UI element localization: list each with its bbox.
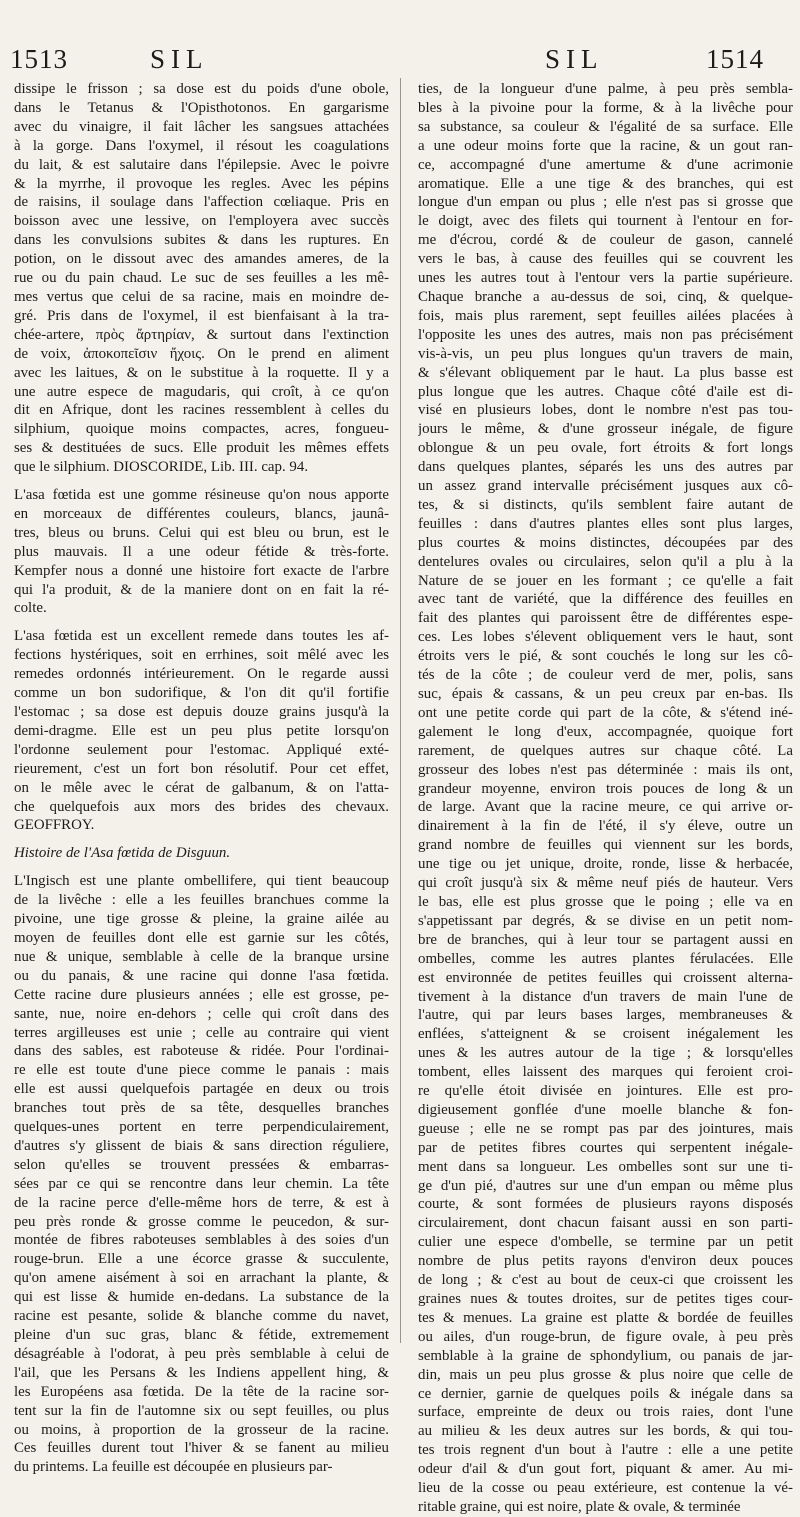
text-line: nombre de plus petits rayons d'environ deux pouces bbox=[418, 1253, 793, 1270]
text-line: Nature de se jouer en les formant ; ce qu'elle a fait bbox=[418, 572, 793, 589]
text-line: L'Ingisch est une plante ombellifere, qui tient beaucoup bbox=[14, 873, 389, 890]
text-line: tent sur la fin de l'automne six ou sept feuilles, ou plus bbox=[14, 1402, 389, 1419]
text-line: fois, mais plus rarement, sept feuilles ailées placées à bbox=[418, 307, 793, 324]
text-line: plus mauvais. Il a une odeur fétide & très-forte. bbox=[14, 543, 389, 560]
text-line: branches tout près de sa tête, desquelles branches bbox=[14, 1100, 389, 1117]
text-line: me d'écrou, cordé & de couleur de gason, cannelé bbox=[418, 232, 793, 249]
text-line: Cette racine dure plusieurs années ; elle est grosse, pe- bbox=[14, 986, 389, 1003]
text-line: & s'élevant obliquement par le haut. La plus basse est bbox=[418, 364, 793, 381]
text-line: Histoire de l'Asa fœtida de Disguun. bbox=[14, 845, 231, 862]
text-line: demi-dragme. Elle est un peu plus petite lorsqu'on bbox=[14, 722, 389, 739]
text-line: grosseur des lobes n'est pas déterminée : mais ils ont, bbox=[418, 761, 793, 778]
text-line: peu près ronde & grosse comme le peucedon, & sur- bbox=[14, 1213, 389, 1230]
text-line: chée-artere, πρὸς ἄρτηρίαν, & surtout dans l'extinction bbox=[14, 326, 389, 343]
text-line: s'appetissant par degrés, & se divise en un petit nom- bbox=[418, 912, 793, 929]
text-line: ou du panais, & une racine qui donne l'asa fœtida. bbox=[14, 967, 389, 984]
text-line: jours le même, & d'une grosseur inégale, de figure bbox=[418, 421, 793, 438]
text-line: tés de la côte ; de couleur verd de mer, polis, sans bbox=[418, 667, 793, 684]
text-line: du printems. La feuille est découpée en plusieurs par- bbox=[14, 1459, 333, 1476]
text-line: semblable à la graine de sphondylium, ou panais de jar- bbox=[418, 1347, 793, 1364]
paragraph-gap bbox=[14, 477, 389, 486]
text-line: un assez grand intervalle précisément jusques aux cô- bbox=[418, 478, 793, 495]
text-line: circulairement, dont chacun faisant aussi en son parti- bbox=[418, 1215, 793, 1232]
text-line: ties, de la longueur d'une palme, à peu près sembla- bbox=[418, 81, 793, 97]
left-running-head: SIL bbox=[150, 44, 209, 74]
text-line: quelques-unes portent en terre perpendiculairement, bbox=[14, 1119, 389, 1136]
text-line: colte. bbox=[14, 600, 47, 617]
text-line: que le silphium. DIOSCORIDE, Lib. III. cap. 94. bbox=[14, 459, 309, 476]
text-line: l'autre, qui par leurs bases larges, membraneuses & bbox=[418, 1007, 793, 1024]
text-line: qui croît jusqu'à six & même neuf piés de hauteur. Vers bbox=[418, 875, 793, 892]
text-line: re qu'elle étoit divisée en jointures. Elle est pro- bbox=[418, 1083, 793, 1100]
text-line: Chaque branche a au-dessus de soi, cinq, & quelque- bbox=[418, 288, 793, 305]
text-line: plus longue que les autres. Chaque côté d'aile est di- bbox=[418, 383, 793, 400]
text-line: une autre espece de magudaris, qui croît, à ce qu'on bbox=[14, 383, 389, 400]
text-line: rue ou du pain chaud. Le suc de ses feuilles a les mê- bbox=[14, 270, 389, 287]
text-line: digieusement gonflée d'une moelle blanche & fon- bbox=[418, 1101, 793, 1118]
right-running-head: SIL bbox=[545, 44, 604, 74]
text-line: bre de branches, qui à leur tour se partagent aussi en bbox=[418, 931, 793, 948]
text-line: grandeur moyenne, environ trois pouces de long & un bbox=[418, 780, 793, 797]
paragraph-gap bbox=[14, 618, 389, 627]
text-line: gueuse ; elle ne se rompt pas par des jointures, mais bbox=[418, 1120, 793, 1137]
text-line: est environnée de petites feuilles qui croissent alterna- bbox=[418, 969, 793, 986]
paragraph-gap bbox=[14, 835, 389, 844]
text-line: ce dernier, garnie de quelques poils & inégale dans sa bbox=[418, 1385, 793, 1402]
text-line: ge d'un pié, d'autres sur une d'un empan ou même plus bbox=[418, 1177, 793, 1194]
text-line: re elle est toute d'une piece comme le panais : mais bbox=[14, 1062, 389, 1079]
text-line: fait des plantes qui paroissent être de différentes espe- bbox=[418, 610, 793, 627]
text-line: comme un bon sudorifique, & l'on dit qu'il fortifie bbox=[14, 685, 389, 702]
text-line: tombent, elles laissent des marques qui feroient croi- bbox=[418, 1064, 793, 1081]
text-line: pleine d'un suc gras, blanc & fétide, extremement bbox=[14, 1327, 389, 1343]
text-line: tes, & si distincts, qu'ils semblent faire autant de bbox=[418, 496, 793, 513]
text-line: avec les laitues, & on le substitue à la roquette. Il y a bbox=[14, 364, 389, 381]
text-line: ont une petite corde qui part de la côte, & s'étend iné- bbox=[418, 704, 793, 721]
text-line: l'estomac ; sa dose est depuis douze grains jusqu'à la bbox=[14, 704, 389, 720]
text-line: dentelures ovales ou circulaires, selon qu'il a plu à la bbox=[418, 553, 793, 570]
text-line: rouge-brun. Elle a une écorce grasse & succulente, bbox=[14, 1251, 389, 1268]
text-line: terres argilleuses est unie ; celle au contraire qui vient bbox=[14, 1024, 389, 1041]
text-line: dinairement à la fin de l'été, il s'y éleve, outre un bbox=[418, 818, 793, 835]
text-line: enflées, s'atteignent & se croisent inégalement les bbox=[418, 1026, 793, 1043]
text-line: ou moins, à proportion de la grosseur de la racine. bbox=[14, 1421, 389, 1438]
text-line: culier une espece d'ombelle, se termine par un petit bbox=[418, 1234, 793, 1251]
text-line: grand nombre de feuilles qui viennent sur les bords, bbox=[418, 837, 793, 854]
text-line: désagréable à l'odorat, à peu près semblable à celui de bbox=[14, 1345, 389, 1362]
right-page-number: 1514 bbox=[706, 44, 764, 74]
text-line: le bas, elle est plus grosse que le poing ; elle va en bbox=[418, 893, 793, 910]
text-line: avec du vinaigre, il fait lâcher les sangsues attachées bbox=[14, 118, 389, 135]
text-line: & la myrrhe, il provoque les regles. Avec les pépins bbox=[14, 175, 389, 192]
text-line: graines nues & toutes droites, sur de petites tiges cour- bbox=[418, 1291, 793, 1307]
text-line: moyen de feuilles dont elle est garnie sur les côtés, bbox=[14, 929, 389, 946]
text-line: che quelquefois aux mors des brides des chevaux. bbox=[14, 798, 389, 815]
text-line: L'asa fœtida est un excellent remede dans toutes les af- bbox=[14, 628, 389, 645]
text-line: les Européens asa fœtida. De la tête de la racine sor- bbox=[14, 1383, 389, 1400]
text-line: elle est aussi quelquefois partagée en deux ou trois bbox=[14, 1081, 389, 1098]
text-line: on le mêle avec le cérat de galbanum, & on l'atta- bbox=[14, 779, 389, 796]
text-line: bles à la pivoine pour la forme, & à la livêche pour bbox=[418, 99, 793, 116]
text-line: dissipe le frisson ; sa dose est du poids d'une obole, bbox=[14, 81, 389, 97]
text-line: rieurement, c'est un fort bon résolutif. Pour cet effet, bbox=[14, 760, 389, 777]
text-line: tres, bleus ou bruns. Celui qui est bleu ou brun, est le bbox=[14, 524, 389, 541]
text-line: avec tant de variété, que la différence des feuilles en bbox=[418, 591, 793, 608]
column-divider bbox=[400, 78, 401, 1343]
text-line: tivement à la distance d'un travers de main l'une de bbox=[418, 988, 793, 1005]
text-line: silphium, quoique moins compactes, acres, fongueu- bbox=[14, 421, 389, 438]
text-line: odeur d'ail & d'un gout fort, piquant & amer. Au mi- bbox=[418, 1461, 793, 1478]
text-line: a une odeur moins forte que la racine, & un gout ran- bbox=[418, 137, 793, 154]
text-line: à la gorge. Dans l'oxymel, il résout les coagulations bbox=[14, 137, 389, 154]
text-line: sante, nue, noire en-dehors ; celle qui croît dans des bbox=[14, 1005, 389, 1022]
text-line: une tige ou jet unique, droite, ronde, lisse & herbacée, bbox=[418, 856, 793, 873]
text-line: qu'on amene aisément à soi en arrachant la plante, & bbox=[14, 1270, 389, 1287]
text-line: de raisins, il soulage dans l'affection cœliaque. Pris en bbox=[14, 194, 389, 211]
text-line: sa substance, sa couleur & l'égalité de sa surface. Elle bbox=[418, 118, 793, 135]
text-line: de la racine perce d'elle-même hors de terre, & est à bbox=[14, 1194, 389, 1211]
text-line: l'ordonne seulement pour l'estomac. Appliqué exté- bbox=[14, 741, 389, 758]
text-line: unes & les autres autour de la tige ; & lorsqu'elles bbox=[418, 1045, 793, 1062]
text-line: sées par ce qui se rencontre dans leur chemin. La tête bbox=[14, 1175, 389, 1192]
text-line: de la livêche : elle a les feuilles branchues comme la bbox=[14, 892, 389, 909]
text-line: selon qu'elles se trouvent pressées & embarras- bbox=[14, 1156, 389, 1173]
text-line: de large. Avant que la racine meure, ce qui arrive or- bbox=[418, 799, 793, 816]
text-line: feuilles : dans d'autres plantes elles sont plus larges, bbox=[418, 515, 793, 532]
text-line: longue d'un empan ou plus ; elle n'est pas si grosse que bbox=[418, 194, 793, 211]
text-line: rarement, de quelques autres sur chaque côté. La bbox=[418, 742, 793, 759]
text-line: lieu de la cosse ou peau extérieure, est contenue la vé- bbox=[418, 1480, 793, 1497]
text-line: Ces feuilles durent tout l'hiver & se fanent au milieu bbox=[14, 1440, 389, 1457]
text-line: mes vertus que celui de sa racine, mais en moindre de- bbox=[14, 288, 389, 305]
text-line: visé en plusieurs lobes, dont le nombre n'est pas tou- bbox=[418, 402, 793, 419]
text-line: ou ailes, d'un rouge-brun, de figure ovale, à peu près bbox=[418, 1328, 793, 1345]
text-line: l'opposite les unes des autres, mais non pas précisément bbox=[418, 326, 793, 343]
text-line: montée de fibres raboteuses semblables à des soies d'un bbox=[14, 1232, 389, 1249]
text-line: dans des sables, est raboteuse & ridée. Pour l'ordinai- bbox=[14, 1043, 389, 1060]
text-line: Kempfer nous a donné une histoire fort exacte de l'arbre bbox=[14, 562, 389, 579]
text-line: gré. Pris dans de l'oxymel, il est bienfaisant à la tra- bbox=[14, 307, 389, 324]
text-line: ritable graine, qui est noire, plate & ovale, & terminée bbox=[418, 1498, 741, 1515]
text-line: ce, accompagné d'une amertume & d'une acrimonie bbox=[418, 156, 793, 173]
text-line: nue & unique, semblable à celle de la branque ursine bbox=[14, 948, 389, 965]
text-line: le doigt, avec des filets qui tournent à l'entour en for- bbox=[418, 213, 793, 230]
text-line: dans quelques plantes, séparés les uns des autres par bbox=[418, 459, 793, 476]
text-line: fections hystériques, soit en errhines, soit mêlé avec les bbox=[14, 647, 389, 664]
right-column bbox=[418, 80, 793, 1517]
text-line: aromatique. Elle a une tige & des branches, qui est bbox=[418, 175, 793, 192]
text-line: pivoine, une tige grosse & pleine, la graine ailée au bbox=[14, 911, 389, 928]
text-line: remedes ordonnés intérieurement. On le regarde aussi bbox=[14, 666, 389, 683]
text-line: ment dans sa longueur. Les ombelles sont sur une ti- bbox=[418, 1158, 793, 1175]
text-line: du lait, & est salutaire dans l'épilepsie. Avec le poivre bbox=[14, 156, 389, 173]
text-line: boisson avec une lessive, on l'employera avec succès bbox=[14, 213, 389, 230]
text-line: d'autres s'y glissent de biais & sans direction réguliere, bbox=[14, 1137, 389, 1154]
text-line: vis-à-vis, un peu plus longues qu'un travers de main, bbox=[418, 345, 793, 362]
text-line: vers le bas, à cause des feuilles qui se couvrent les bbox=[418, 251, 793, 268]
text-line: qui l'a produit, & de la maniere dont on en fait la ré- bbox=[14, 581, 389, 598]
text-line: tes trois regnent d'un bout à l'autre : elle a une petite bbox=[418, 1442, 793, 1459]
left-column bbox=[14, 80, 389, 1477]
text-line: ses & destituées de sucs. Elle produit les mêmes effets bbox=[14, 440, 389, 457]
text-line: galement le long d'eux, accompagnée, quoique fort bbox=[418, 723, 793, 740]
text-line: par de petites fibres courtes qui serpentent inégale- bbox=[418, 1139, 793, 1156]
text-line: suc, épais & cassans, & un peu creux par en-bas. Ils bbox=[418, 686, 793, 702]
text-line: au milieu & les deux autres sur les bords, & qui tou- bbox=[418, 1423, 793, 1440]
text-line: de voix, ἀποκοπεῖσιν ἤχοις. On le prend en aliment bbox=[14, 345, 389, 362]
left-page-number: 1513 bbox=[10, 44, 68, 74]
text-line: oblongue & un peu ovale, fort étroits & fort longs bbox=[418, 440, 793, 457]
text-line: qui est lisse & humide en-dedans. La substance de la bbox=[14, 1289, 389, 1306]
text-line: dit en Afrique, dont les racines ressemblent à celles du bbox=[14, 402, 389, 419]
text-line: courte, & sont formées de plusieurs rayons disposés bbox=[418, 1196, 793, 1213]
text-line: l'ail, que les Persans & les Indiens appellent hing, & bbox=[14, 1364, 389, 1381]
text-line: dans le Tetanus & l'Opisthotonos. En gargarisme bbox=[14, 99, 389, 116]
text-line: din, mais un peu plus grosse & plus noire que celle de bbox=[418, 1366, 793, 1383]
text-line: ombelles, comme les autres plantes férulacées. Elle bbox=[418, 950, 793, 967]
text-line: tes & menues. La graine est platte & bordée de feuilles bbox=[418, 1309, 793, 1326]
text-line: de long ; & c'est au bout de ceux-ci que croissent les bbox=[418, 1272, 793, 1289]
text-line: unes les autres tout à l'entour vers la partie supérieure. bbox=[418, 270, 793, 287]
text-line: ces. Les lobes s'élevent obliquement vers le haut, sont bbox=[418, 629, 793, 646]
text-line: L'asa fœtida est une gomme résineuse qu'on nous apporte bbox=[14, 487, 389, 504]
text-line: plus courtes & moins distinctes, découpées par des bbox=[418, 534, 793, 551]
text-line: étroits vers le pié, & sont couchés le long sur les cô- bbox=[418, 648, 793, 665]
text-line: en morceaux de différentes couleurs, blancs, jaunâ- bbox=[14, 505, 389, 522]
text-line: surface, empreinte de deux ou trois raies, dont l'une bbox=[418, 1404, 793, 1421]
text-line: GEOFFROY. bbox=[14, 817, 95, 834]
paragraph-gap bbox=[14, 863, 389, 872]
text-line: potion, on le dissout avec des amandes ameres, de la bbox=[14, 251, 389, 268]
text-line: racine est pesante, solide & blanche comme du navet, bbox=[14, 1308, 389, 1325]
text-line: dans les convulsions subites & dans les ruptures. En bbox=[14, 232, 389, 249]
